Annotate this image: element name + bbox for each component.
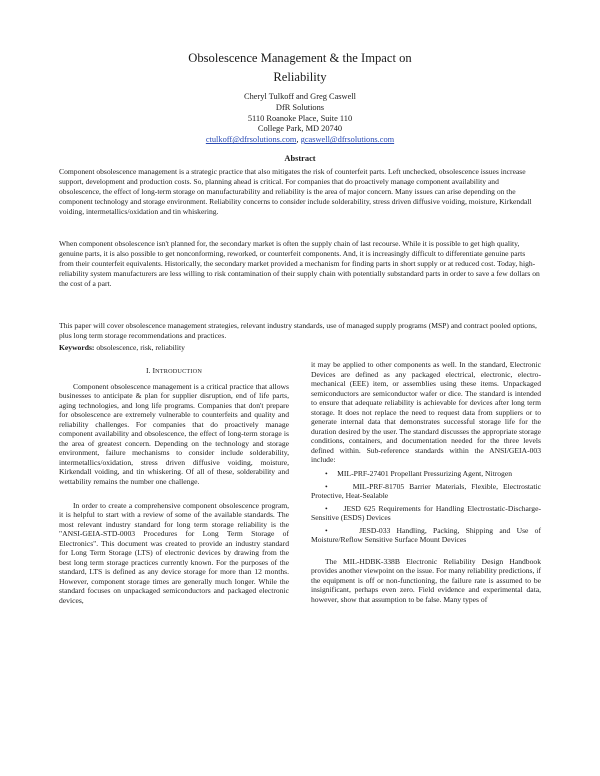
author-address-street: 5110 Roanoke Place, Suite 110 xyxy=(247,113,353,123)
list-item: • MIL-PRF-27401 Propellant Pressurizing Agent, Nitrogen xyxy=(325,469,513,479)
abstract-paragraph-1: Component obsolescence management is a strategic practice that also mitigates the risk of counterfeit parts. Left unchecked, obsolescence issues increase support, development and production costs. So, planning ahead is critical. For companies that do proactively manage component availability and obsolescence, the effect of long-term storage on manufacturability and reliability is the area of major concern. Many issues can arise depending on the component technology and storage environment. Reliability concerns to consider include solderability, stress driven diffusive voiding, moisture, Kirkendall voiding, intermetallics/oxidation and tin whiskering. xyxy=(59,167,532,216)
abstract-paragraph-2: When component obsolescence isn't planned for, the secondary market is often the supply chain of last recourse. While it is possible to get high quality, genuine parts, it is also possible to get nonconforming, reworked, or counterfeit components. And, it is increasingly difficult to differentiate genuine parts from their counterfeit equivalents. Historically, the secondary market provided a mechanism for finding parts in short supply or at reduced cost. Today, high-reliability system manufacturers are less willing to risk contamination of their supply chain with potentially substandard parts in order to save a few dollars on the cost of a part. xyxy=(59,239,540,288)
right-paragraph-1: it may be applied to other components as well. In the standard, Electronic Devices are defined as any packaged electrical, electronic, electro-mechanical (EEE) item, or assemblies using these items. Unpackaged semiconductors are semiconductor wafer or dice. The standard is intended to ensure that adequate reliability is achievable for devices after long term storage. It does not replace the need to request data from suppliers or to generate internal data that demonstrates successful storage life for the duration desired by the user. The standard discusses the appropriate storage conditions, containers, and documentation needed for the three levels defined within. Sub-reference standards within the ANSI/GEIA-003 include: xyxy=(311,360,541,465)
list-item: • MIL-PRF-81705 Barrier Materials, Flexible, Electrostatic Protective, Heat-Sealable xyxy=(311,481,541,501)
author-block xyxy=(0,92,600,146)
right-paragraph-2: The MIL-HDBK-338B Electronic Reliability Design Handbook provides another viewpoint on the issue. For many reliability predictions, if the equipment is off or non-functioning, the failure rate is assumed to be insignificant, perhaps even zero. Field evidence and experimental data, however, show that assumption to be false. Many types of xyxy=(311,556,541,605)
author-emails xyxy=(0,135,600,146)
keywords-line xyxy=(59,343,541,353)
title-line-2: Reliability xyxy=(273,70,327,84)
list-item: • JESD 625 Requirements for Handling Electrostatic-Discharge-Sensitive (ESDS) Devices xyxy=(311,503,541,523)
email-separator: , xyxy=(296,135,301,145)
keywords-text: obsolescence, risk, reliability xyxy=(94,343,185,352)
email-link-tulkoff[interactable]: ctulkoff@dfrsolutions.com xyxy=(205,135,297,145)
email-link-caswell[interactable]: gcaswell@dfrsolutions.com xyxy=(300,135,395,145)
abstract-heading: Abstract xyxy=(284,154,316,163)
intro-paragraph-2: In order to create a comprehensive component obsolescence program, it is helpful to start with a review of some of the available standards. The most relevant industry standard for long term storage reliability is the "ANSI-GEIA-STD-0003 Procedures for Long Term Storage of Electronics". This document was created to provide an industry standard for Long Term Storage (LTS) of electronic devices by drawing from the best long term storage practices currently known. For the purposes of the standard, LTS is defined as any device storage for more than 12 months. However, component storage times are generally much longer. While the standard focuses on unpackaged semiconductors and packaged electronic devices, xyxy=(59,500,289,606)
author-address-city: College Park, MD 20740 xyxy=(257,124,343,134)
paper-title xyxy=(0,49,600,87)
author-organization: DfR Solutions xyxy=(275,102,325,112)
right-column xyxy=(311,360,541,605)
left-column xyxy=(59,366,289,606)
intro-paragraph-1: Component obsolescence management is a critical practice that allows businesses to anticipate & plan for supplier disruption, end of life parts, aging technologies, and long life programs. Companies that don't prepare for obsolescence are extremely vulnerable to counterfeits and quality and reliability challenges. For companies that do proactively manage component availability and obsolescence, the effect of long-term storage is the area of greatest concern. Depending on the technology and storage environment, failure mechanisms to consider include solderability, intermetallics/oxidation, stress driven diffusive voiding, moisture, Kirkendall voiding, and tin whiskering. Of all of these, solderability and wettability remains the number one challenge. xyxy=(59,381,289,487)
abstract-paragraph-3: This paper will cover obsolescence management strategies, relevant industry standards, use of managed supply programs (MSP) and contract pooled options, plus long term storage recommendations and practices. xyxy=(59,321,537,340)
section-heading-introduction: I. INTRODUCTION xyxy=(146,366,202,375)
standards-bullet-list xyxy=(311,469,541,545)
title-line-1: Obsolescence Management & the Impact on xyxy=(188,51,412,65)
author-names: Cheryl Tulkoff and Greg Caswell xyxy=(244,92,356,101)
keywords-label: Keywords: xyxy=(59,343,95,352)
list-item: • JESD-033 Handling, Packing, Shipping and Use of Moisture/Reflow Sensitive Surface Mount Devices xyxy=(311,525,541,545)
